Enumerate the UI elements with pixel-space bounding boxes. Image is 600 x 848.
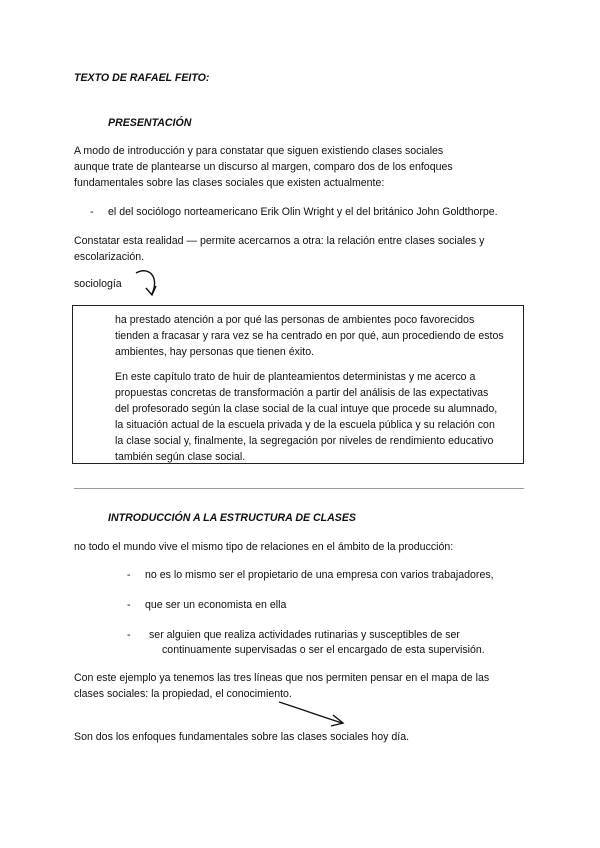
intro-paragraph-line-2: aunque trate de plantearse un discurso al margen, comparo dos de los enfoques [74,161,453,173]
box-para2-line-3: del profesorado según la clase social de la cual intuye que procede su alumnado, [115,403,498,415]
box-para2-line-1: En este capítulo trato de huir de planteamientos deterministas y me acerco a [115,371,476,383]
box-para2-line-4: la situación actual de la escuela privada y de la escuela pública y su relación con [115,419,495,431]
section-divider [74,488,524,489]
sociologia-label: sociología [74,278,122,290]
section-heading-introduccion: INTRODUCCIÓN A LA ESTRUCTURA DE CLASES [108,512,356,524]
box-para1-line-1: ha prestado atención a por qué las personas de ambientes poco favorecidos [115,314,475,326]
intro-paragraph-line-1: A modo de introducción y para constatar que siguen existiendo clases sociales [74,145,444,157]
bullet2-marker: - [127,599,131,611]
box-para2-line-6: también según clase social. [115,451,246,463]
bullet3-line-2: continuamente supervisadas o ser el encargado de esta supervisión. [162,644,485,656]
intro-paragraph-line-3: fundamentales sobre las clases sociales que existen actualmente: [74,177,385,189]
bullet-text-authors: el del sociólogo norteamericano Erik Olin Wright y el del británico John Goldthorpe. [108,206,498,218]
constatar-line-1: Constatar esta realidad — permite acercarnos a otra: la relación entre clases sociales y [74,235,485,247]
intro-line: no todo el mundo vive el mismo tipo de relaciones en el ámbito de la producción: [74,541,454,553]
curved-arrow-down-icon [134,268,164,302]
bullet3-marker: - [127,629,131,641]
bullet1-text: no es lo mismo ser el propietario de una empresa con varios trabajadores, [145,569,494,581]
bullet2-text: que ser un economista en ella [145,599,287,611]
final-line: Son dos los enfoques fundamentales sobre las clases sociales hoy día. [74,731,410,743]
box-para1-line-3: ambientes, hay personas que tienen éxito. [115,346,315,358]
box-para1-line-2: tienden a fracasar y rara vez se ha centrado en por qué, aun procediendo de estos [115,330,504,342]
ejemplo-line-1: Con este ejemplo ya tenemos las tres líneas que nos permiten pensar en el mapa de las [74,672,490,684]
arrow-right-icon [278,700,348,730]
bullet-marker: - [90,206,94,218]
section-heading-presentacion: PRESENTACIÓN [108,117,192,129]
box-para2-line-5: la clase social y, finalmente, la segregación por niveles de rendimiento educativo [115,435,494,447]
constatar-line-2: escolarización. [74,251,145,263]
bullet3-line-1: ser alguien que realiza actividades rutinarias y susceptibles de ser [149,629,460,641]
ejemplo-line-2: clases sociales: la propiedad, el conocimiento. [74,688,292,700]
box-para2-line-2: propuestas concretas de transformación a partir del análisis de las expectativas [115,387,489,399]
bullet1-marker: - [127,569,131,581]
document-title: TEXTO DE RAFAEL FEITO: [74,72,210,84]
